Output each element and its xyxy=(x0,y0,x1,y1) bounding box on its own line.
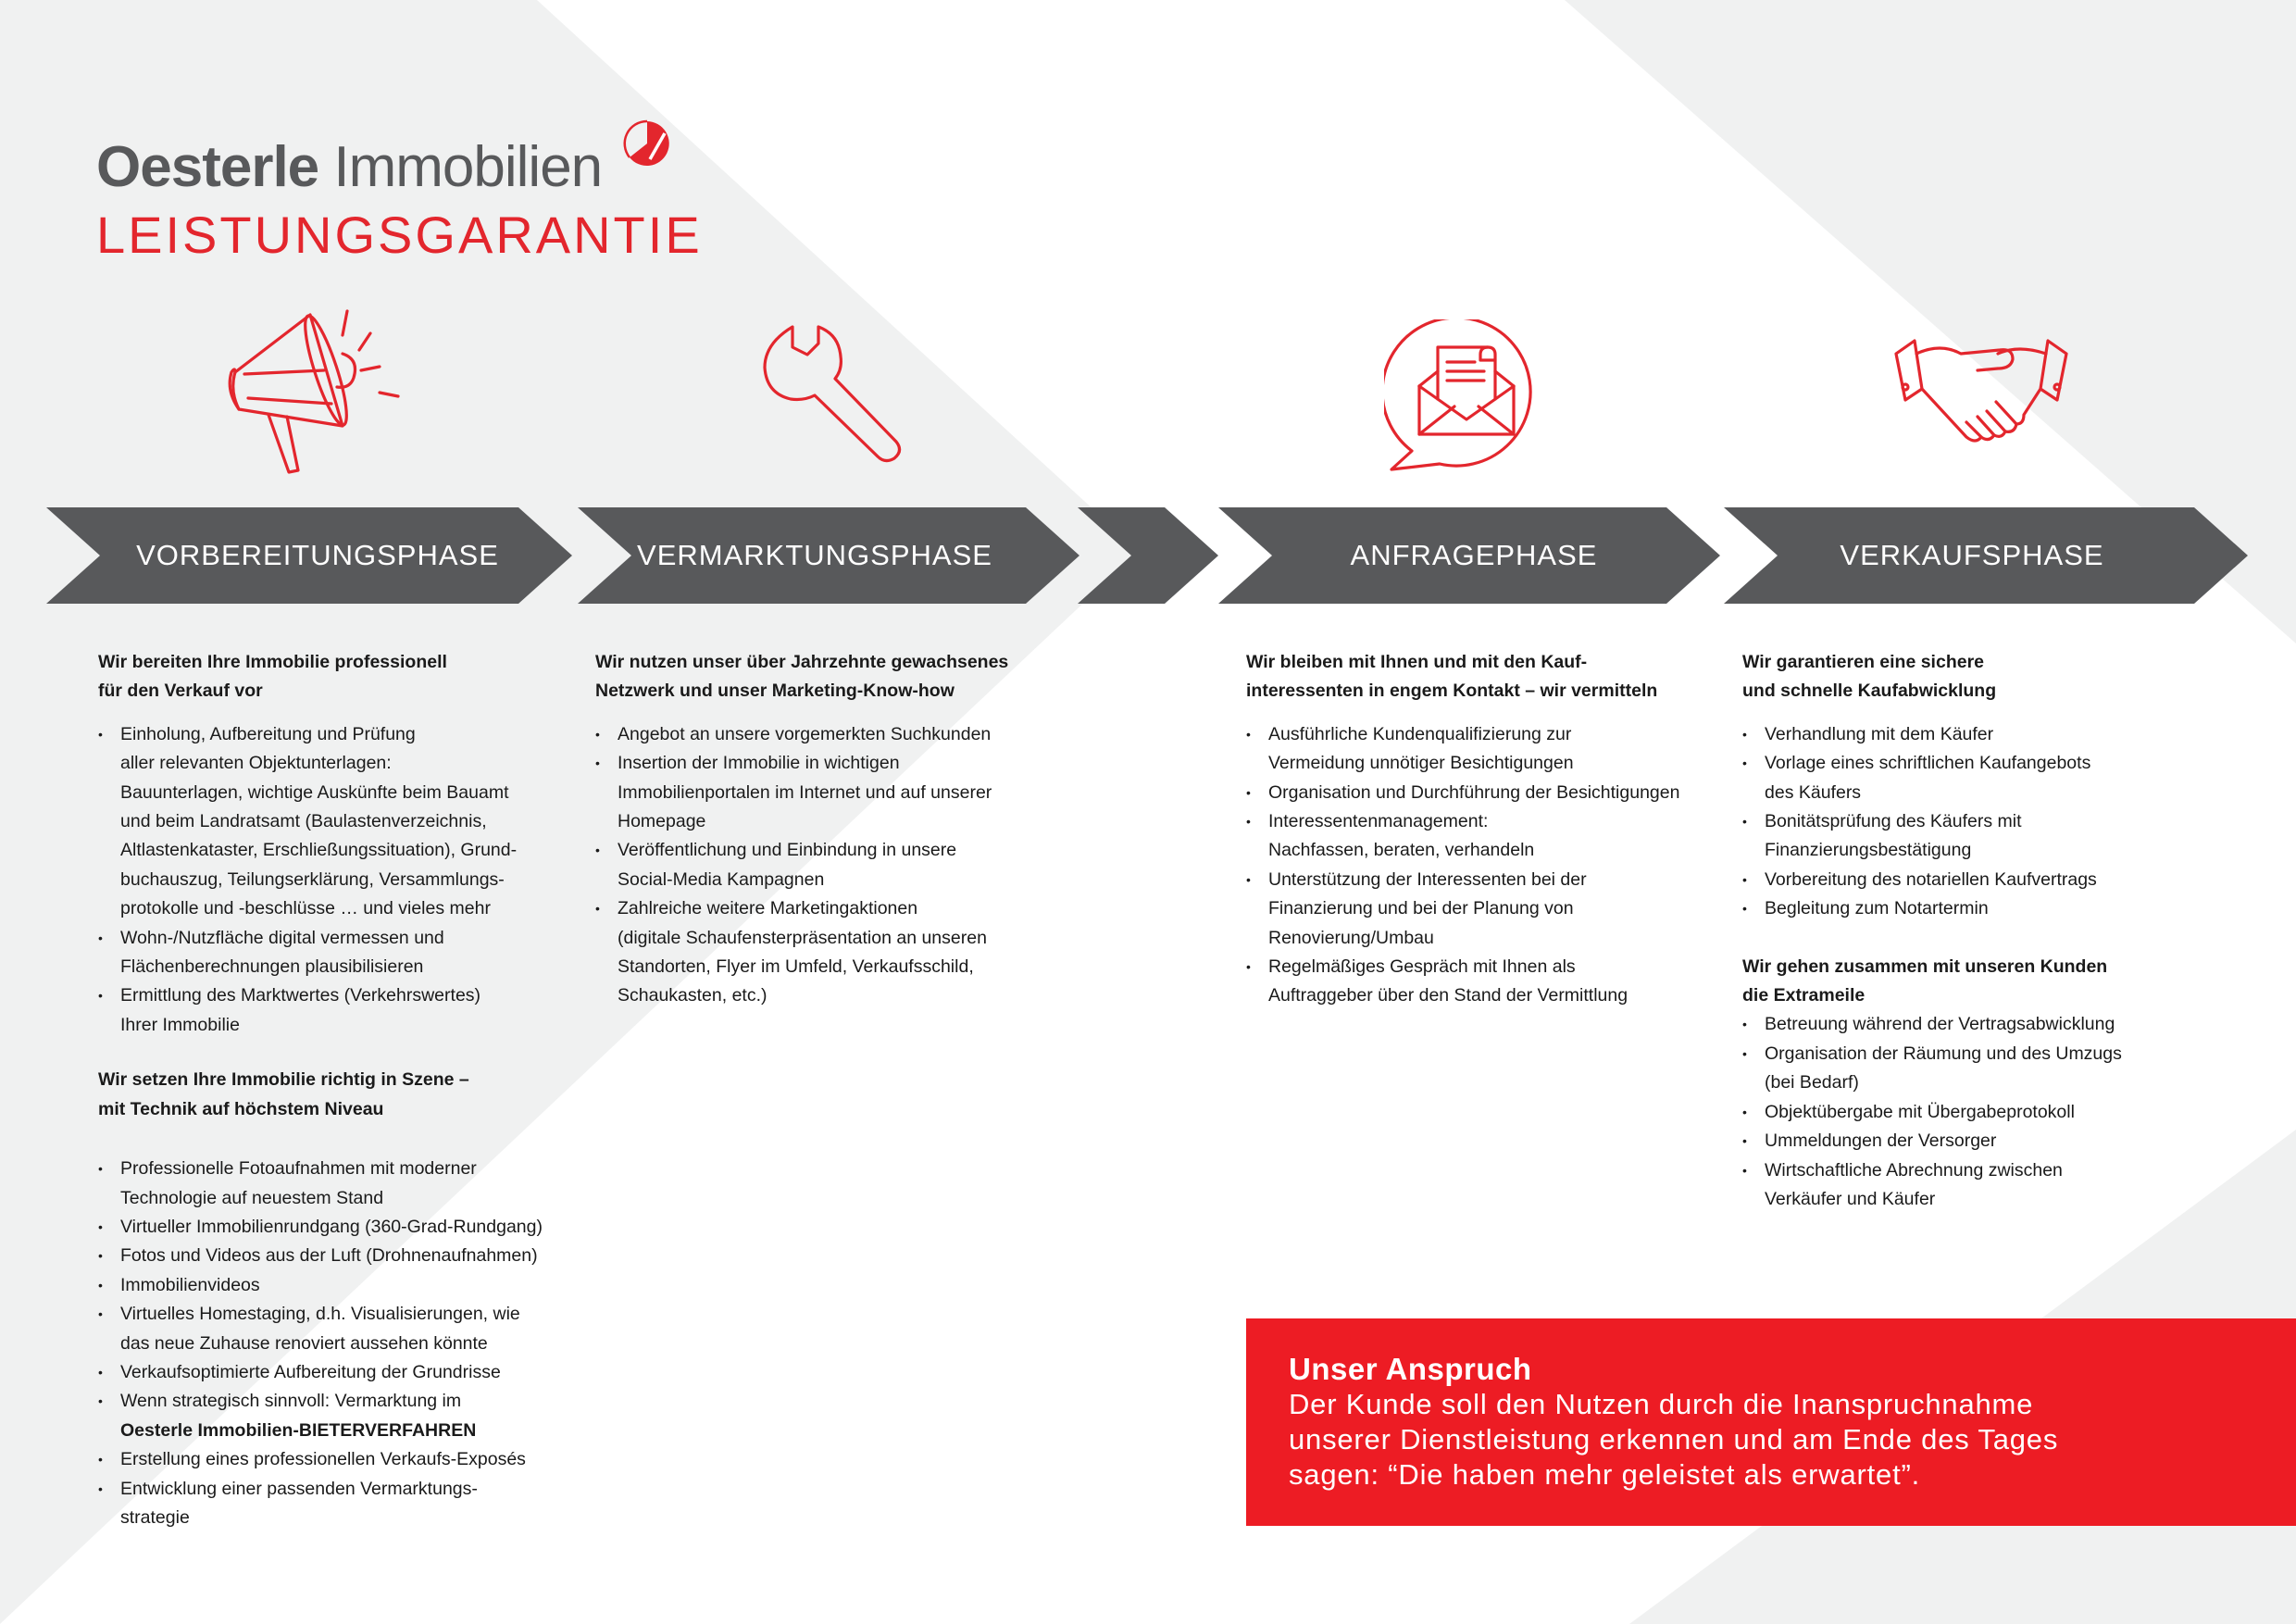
list-item: • Bonitätsprüfung des Käufers mit Finanzierungsbestätigung xyxy=(1742,807,2224,866)
list-item: • Betreuung während der Vertragsabwicklung xyxy=(1742,1010,2224,1039)
list-item: • Virtueller Immobilienrundgang (360-Grad-Rundgang) xyxy=(98,1213,580,1242)
list-item: • Organisation der Räumung und des Umzugs (bei Bedarf) xyxy=(1742,1040,2224,1098)
column-verkauf xyxy=(1742,648,2224,1214)
column-heading: Wir nutzen unser über Jahrzehnte gewachsenes Netzwerk und unser Marketing-Know-how xyxy=(595,652,1009,702)
list-item: • Virtuelles Homestaging, d.h. Visualisierungen, wie das neue Zuhause renoviert aussehen könnte xyxy=(98,1300,580,1358)
bullet-list xyxy=(1742,720,2224,924)
brand-subtitle: LEISTUNGSGARANTIE xyxy=(96,206,703,264)
column-heading: Wir bleiben mit Ihnen und mit den Kauf- interessenten in engem Kontakt – wir vermitteln xyxy=(1246,652,1658,702)
list-item: • Wirtschaftliche Abrechnung zwischen Verkäufer und Käufer xyxy=(1742,1156,2224,1215)
list-item: • Organisation und Durchführung der Besichtigungen xyxy=(1246,779,1728,807)
bullet-list xyxy=(98,1155,580,1532)
claim-title: Unser Anspruch xyxy=(1289,1352,1532,1386)
phase-label-vermarktung: VERMARKTUNGSPHASE xyxy=(637,539,992,571)
phase-label-anfrage: ANFRAGEPHASE xyxy=(1350,539,1598,571)
claim-box xyxy=(1246,1318,2296,1526)
list-item: • Insertion der Immobilie in wichtigen Immobilienportalen im Internet und auf unserer Homepage xyxy=(595,749,1077,836)
column-heading: Wir gehen zusammen mit unseren Kunden die Extrameile xyxy=(1742,956,2108,1006)
bieterverfahren-label: Oesterle Immobilien-BIETERVERFAHREN xyxy=(120,1419,477,1441)
column-heading: Wir garantieren eine sichere und schnelle Kaufabwicklung xyxy=(1742,652,1997,702)
list-item: • Wohn-/Nutzfläche digital vermessen und Flächenberechnungen plausibilisieren xyxy=(98,924,580,982)
list-item-text: Wenn strategisch sinnvoll: Vermarktung im xyxy=(120,1391,462,1412)
list-item: • Einholung, Aufbereitung und Prüfung aller relevanten Objektunterlagen: Bauunterlagen, wichtige Auskünfte beim Bauamt und beim Landratsamt (Baulastenverzeichnis, Altlastenkataster, Erschließungssituation), Grund- buchauszug, Teilungserklärung, Versammlungs- protokolle und -beschlüsse … und vieles mehr xyxy=(98,720,580,924)
bullet-list xyxy=(1742,1010,2224,1214)
list-item: • Veröffentlichung und Einbindung in unsere Social-Media Kampagnen xyxy=(595,836,1077,894)
brand-name-light: Immobilien xyxy=(333,135,603,199)
list-item: • Vorlage eines schriftlichen Kaufangebots des Käufers xyxy=(1742,749,2224,807)
list-item: • Ummeldungen der Versorger xyxy=(1742,1127,2224,1156)
list-item: • Vorbereitung des notariellen Kaufvertrags xyxy=(1742,866,2224,894)
list-item: • Professionelle Fotoaufnahmen mit moderner Technologie auf neuestem Stand xyxy=(98,1155,580,1213)
list-item xyxy=(98,1387,580,1445)
list-item: • Zahlreiche weitere Marketingaktionen (digitale Schaufensterpräsentation an unseren Standorten, Flyer im Umfeld, Verkaufsschild, Schaukasten, etc.) xyxy=(595,894,1077,1011)
phase-label-vorbereitung: VORBEREITUNGSPHASE xyxy=(136,539,499,571)
list-item: • Erstellung eines professionellen Verkaufs-Exposés xyxy=(98,1445,580,1474)
claim-text: Der Kunde soll den Nutzen durch die Inanspruchnahme unserer Dienstleistung erkennen und am Ende des Tages sagen: “Die haben mehr geleistet als erwartet”. xyxy=(1289,1388,2059,1491)
column-heading: Wir setzen Ihre Immobilie richtig in Szene – mit Technik auf höchstem Niveau xyxy=(98,1069,469,1119)
list-item: • Regelmäßiges Gespräch mit Ihnen als Auftraggeber über den Stand der Vermittlung xyxy=(1246,953,1728,1011)
list-item: • Entwicklung einer passenden Vermarktungs- strategie xyxy=(98,1475,580,1533)
list-item: • Fotos und Videos aus der Luft (Drohnenaufnahmen) xyxy=(98,1242,580,1270)
list-item: • Interessentenmanagement: Nachfassen, beraten, verhandeln xyxy=(1246,807,1728,866)
column-vermarktung xyxy=(595,648,1077,1011)
phase-label-verkauf: VERKAUFSPHASE xyxy=(1840,539,2104,571)
list-item: • Ermittlung des Marktwertes (Verkehrswertes) Ihrer Immobilie xyxy=(98,981,580,1040)
bullet-list xyxy=(595,720,1077,1011)
list-item: • Objektübergabe mit Übergabeprotokoll xyxy=(1742,1098,2224,1127)
column-anfrage xyxy=(1246,648,1728,1011)
list-item: • Angebot an unsere vorgemerkten Suchkunden xyxy=(595,720,1077,749)
list-item: • Unterstützung der Interessenten bei der Finanzierung und bei der Planung von Renovierung/Umbau xyxy=(1246,866,1728,953)
list-item: • Ausführliche Kundenqualifizierung zur Vermeidung unnötiger Besichtigungen xyxy=(1246,720,1728,779)
bullet-list xyxy=(1246,720,1728,1011)
chevron-connector xyxy=(1078,507,1218,604)
brand-name-bold: Oesterle xyxy=(96,135,319,199)
bullet-list xyxy=(98,720,580,1040)
list-item: • Begleitung zum Notartermin xyxy=(1742,894,2224,923)
list-item: • Immobilienvideos xyxy=(98,1271,580,1300)
list-item: • Verkaufsoptimierte Aufbereitung der Grundrisse xyxy=(98,1358,580,1387)
list-item: • Verhandlung mit dem Käufer xyxy=(1742,720,2224,749)
column-heading: Wir bereiten Ihre Immobilie professionell für den Verkauf vor xyxy=(98,652,447,702)
column-vorbereitung xyxy=(98,648,580,1532)
